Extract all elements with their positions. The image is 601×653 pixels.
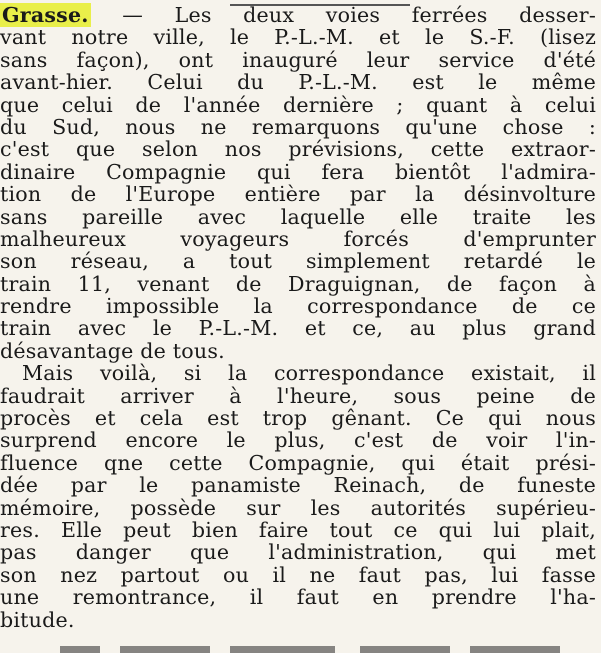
article-line: fluence qne cette Compagnie, qui était prési- (0, 450, 596, 475)
article-line: une remontrance, il faut en prendre l'ha- (0, 585, 596, 610)
article-line: dée par le panamiste Reinach, de funeste (0, 473, 596, 498)
article-line: sans façon), ont inauguré leur service d'été (0, 47, 596, 72)
article-body (0, 3, 596, 632)
article-line: pas danger que l'administration, qui met (0, 540, 596, 565)
article-line: dinaire Compagnie qui fera bientôt l'admira- (0, 159, 596, 184)
cropped-next-line (0, 642, 601, 653)
article-line: tion de l'Europe entière par la désinvolture (0, 182, 596, 207)
article-line: désavantage de tous. (0, 338, 225, 363)
article-line: rendre impossible la correspondance de ce (0, 294, 596, 319)
article-line: avant-hier. Celui du P.-L.-M. est le même (0, 70, 596, 95)
article-line: son réseau, a tout simplement retardé le (0, 249, 596, 274)
article-line: train 11, venant de Draguignan, de façon à (0, 271, 596, 296)
article-line: vant notre ville, le P.-L.-M. et le S.-F. (lisez (0, 25, 596, 50)
article-line: Mais voilà, si la correspondance existait, il (22, 361, 596, 386)
article-line: mémoire, possède sur les autorités supérieu- (0, 495, 596, 520)
article-line: malheureux voyageurs forcés d'emprunter (0, 226, 596, 251)
article-line: son nez partout ou il ne faut pas, lui fasse (0, 562, 596, 587)
article-line: surprend encore le plus, c'est de voir l'in- (0, 428, 596, 453)
article-line: du Sud, nous ne remarquons qu'une chose : (0, 114, 596, 139)
article-line: bitude. (0, 607, 75, 632)
cropped-text-fragment (60, 646, 560, 653)
article-line: faudrait arriver à l'heure, sous peine de (0, 383, 596, 408)
article-line: sans pareille avec laquelle elle traite les (0, 204, 596, 229)
town-name: Grasse. (2, 3, 89, 27)
article-line: que celui de l'année dernière ; quant à celui (0, 92, 596, 117)
article-line: c'est que selon nos prévisions, cette extraor- (0, 137, 596, 162)
article-line: res. Elle peut bien faire tout ce qui lui plait, (0, 517, 596, 542)
article-line: procès et cela est trop gênant. Ce qui nous (0, 406, 596, 431)
article-line: train avec le P.-L.-M. et ce, au plus grand (0, 316, 596, 341)
article-line: Grasse. — Les deux voies ferrées desser- (2, 3, 596, 27)
